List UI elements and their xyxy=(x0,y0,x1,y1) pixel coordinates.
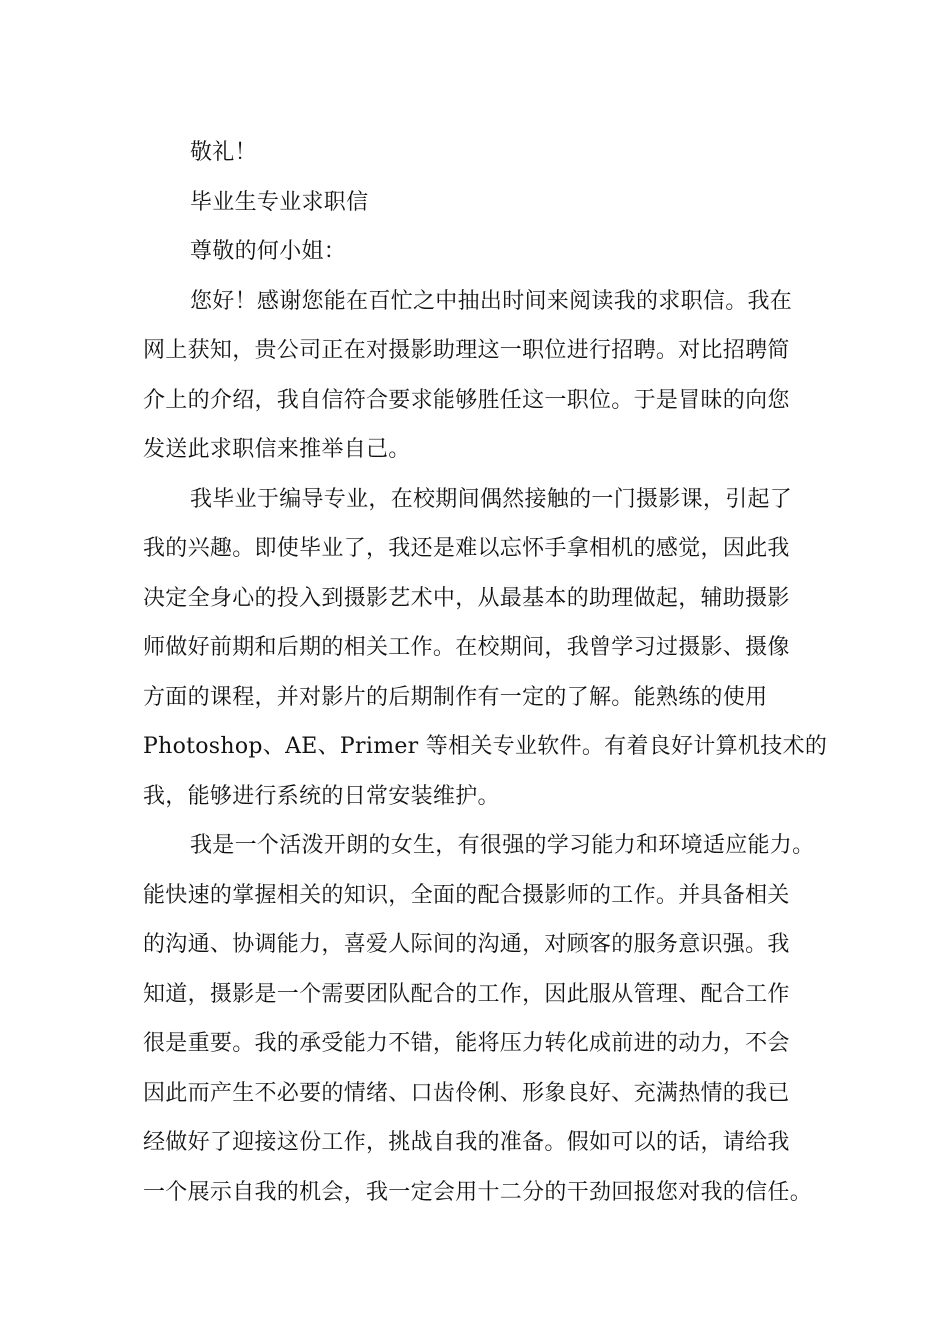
text-line: 介上的介绍，我自信符合要求能够胜任这一职位。于是冒昧的向您 xyxy=(143,387,790,413)
text-line: 决定全身心的投入到摄影艺术中，从最基本的助理做起，辅助摄影 xyxy=(143,585,790,611)
text-line: 网上获知，贵公司正在对摄影助理这一职位进行招聘。对比招聘简 xyxy=(143,338,790,363)
text-line: 经做好了迎接这份工作，挑战自我的准备。假如可以的话，请给我 xyxy=(143,1130,790,1155)
text-line: 毕业生专业求职信 xyxy=(190,189,369,215)
text-line: 敬礼！ xyxy=(190,140,257,165)
text-line: 能快速的掌握相关的知识，全面的配合摄影师的工作。并具备相关 xyxy=(143,882,790,908)
text-line: 一个展示自我的机会，我一定会用十二分的干劲回报您对我的信任。 xyxy=(143,1179,813,1205)
text-line: 我的兴趣。即使毕业了，我还是难以忘怀手拿相机的感觉，因此我 xyxy=(143,536,790,561)
text-line: 师做好前期和后期的相关工作。在校期间，我曾学习过摄影、摄像 xyxy=(143,635,790,660)
text-line: 您好！感谢您能在百忙之中抽出时间来阅读我的求职信。我在 xyxy=(190,288,793,314)
text-line: 因此而产生不必要的情绪、口齿伶俐、形象良好、充满热情的我已 xyxy=(143,1080,790,1106)
text-line: 尊敬的何小姐： xyxy=(190,239,347,264)
text-line: Photoshop、AE、Primer 等相关专业软件。有着良好计算机技术的 xyxy=(143,734,828,759)
text-line: 我是一个活泼开朗的女生，有很强的学习能力和环境适应能力。 xyxy=(190,833,815,858)
text-line: 我毕业于编导专业，在校期间偶然接触的一门摄影课，引起了 xyxy=(190,486,793,512)
text-line: 方面的课程，并对影片的后期制作有一定的了解。能熟练的使用 xyxy=(143,684,768,710)
text-line: 发送此求职信来推举自己。 xyxy=(143,437,411,462)
text-line: 很是重要。我的承受能力不错，能将压力转化成前进的动力，不会 xyxy=(143,1031,790,1056)
letter-body xyxy=(143,128,828,1217)
text-line: 的沟通、协调能力，喜爱人际间的沟通，对顾客的服务意识强。我 xyxy=(143,932,790,957)
text-line: 我，能够进行系统的日常安装维护。 xyxy=(143,783,500,809)
text-line: 知道，摄影是一个需要团队配合的工作，因此服从管理、配合工作 xyxy=(143,981,790,1007)
